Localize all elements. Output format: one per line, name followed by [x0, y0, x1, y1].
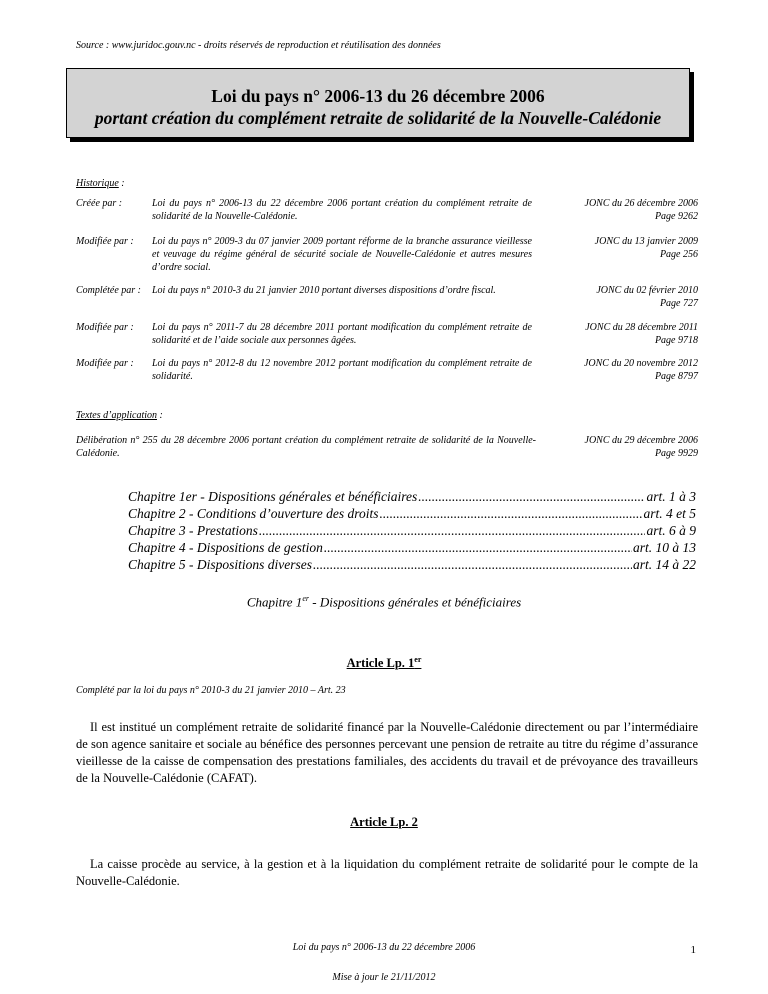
toc-entry-label: Chapitre 4 - Dispositions de gestion: [128, 540, 323, 555]
article-2-title: Article Lp. 2: [350, 815, 418, 829]
document-subtitle: portant création du complément retraite de solidarité de la Nouvelle-Calédonie: [94, 108, 662, 128]
article-1-title: Article Lp. 1er: [346, 655, 422, 671]
page-number: 1: [690, 944, 696, 956]
history-row-reference: JONC du 26 décembre 2006 Page 9262: [584, 198, 698, 222]
title-box: [66, 68, 690, 138]
toc-entry[interactable]: [128, 522, 696, 539]
toc-entry[interactable]: [128, 505, 696, 522]
application-text-reference: JONC du 29 décembre 2006 Page 9929: [584, 435, 698, 459]
article-2-text: La caisse procède au service, à la gestion et à la liquidation du complément retraite de solidarité pour le compte de la Nouvelle-Calédonie.: [76, 857, 698, 888]
toc-entry-range: art. 10 à 13: [632, 540, 696, 555]
toc-entry-label: Chapitre 5 - Dispositions diverses: [128, 557, 312, 572]
history-row-reference: JONC du 02 février 2010 Page 727: [596, 285, 698, 309]
toc-entry-range: art. 4 et 5: [643, 506, 696, 521]
table-of-contents: [128, 488, 696, 573]
history-row-label: Créée par :: [76, 198, 123, 209]
toc-entry-label: Chapitre 3 - Prestations: [128, 523, 258, 538]
chapter-heading: Chapitre 1er - Dispositions générales et bénéficiaires: [246, 594, 522, 610]
history-row-description: Loi du pays n° 2009-3 du 07 janvier 2009 portant réforme de la branche assurance vieillesse et veuvage du régime général de sécurité sociale de Nouvelle-Calédonie et autres mesures d’ordre social.: [152, 236, 532, 273]
historique-heading: Historique :: [76, 178, 125, 189]
footer-update-date: Mise à jour le 21/11/2012: [332, 972, 436, 983]
toc-entry[interactable]: [128, 539, 696, 556]
toc-entry-label: Chapitre 1er - Dispositions générales et bénéficiaires: [128, 489, 418, 504]
footer-law-reference: Loi du pays n° 2006-13 du 22 décembre 2006: [292, 942, 476, 953]
textes-application-heading: Textes d’application :: [76, 410, 163, 421]
toc-entry[interactable]: [128, 556, 696, 573]
toc-entry[interactable]: [128, 488, 696, 505]
history-row-description: Loi du pays n° 2011-7 du 28 décembre 2011 portant modification du complément retraite de solidarité et de l’aide sociale aux personnes âgées.: [152, 322, 532, 346]
history-row-description: Loi du pays n° 2012-8 du 12 novembre 2012 portant modification du complément retraite de solidarité.: [152, 358, 532, 382]
article-1-text: Il est institué un complément retraite de solidarité financé par la Nouvelle-Calédonie directement ou par l’intermédiaire de son agence sanitaire et sociale au bénéfice des personnes percevant une pension de retraite au titre du régime d’assurance vieillesse de la caisse de compensation des prestations familiales, des accidents du travail et de prévoyance des travailleurs de la Nouvelle-Calédonie (CAFAT).: [76, 720, 698, 785]
history-row-label: Complétée par :: [76, 285, 141, 296]
history-row-label: Modifiée par :: [76, 236, 134, 247]
history-row-reference: JONC du 28 décembre 2011 Page 9718: [585, 322, 698, 346]
application-text-description: Délibération n° 255 du 28 décembre 2006 portant création du complément retraite de solidarité de la Nouvelle-Calédonie.: [76, 435, 536, 459]
history-row-reference: JONC du 20 novembre 2012 Page 8797: [583, 358, 698, 382]
source-line: Source : www.juridoc.gouv.nc - droits réservés de reproduction et réutilisation des données: [76, 40, 441, 51]
history-row-description: Loi du pays n° 2010-3 du 21 janvier 2010 portant diverses dispositions d’ordre fiscal.: [152, 285, 496, 296]
toc-entry-range: art. 14 à 22: [632, 557, 696, 572]
document-title: Loi du pays n° 2006-13 du 26 décembre 2006: [211, 86, 545, 106]
toc-entry-range: art. 1 à 3: [646, 489, 696, 504]
history-row-reference: JONC du 13 janvier 2009 Page 256: [594, 236, 698, 260]
history-row-description: Loi du pays n° 2006-13 du 22 décembre 2006 portant création du complément retraite de solidarité de la Nouvelle-Calédonie.: [152, 198, 532, 222]
article-1-note: Complété par la loi du pays n° 2010-3 du 21 janvier 2010 – Art. 23: [76, 685, 346, 696]
toc-entry-label: Chapitre 2 - Conditions d’ouverture des droits: [128, 506, 379, 521]
history-row-label: Modifiée par :: [76, 322, 134, 333]
toc-entry-range: art. 6 à 9: [646, 523, 696, 538]
history-row-label: Modifiée par :: [76, 358, 134, 369]
